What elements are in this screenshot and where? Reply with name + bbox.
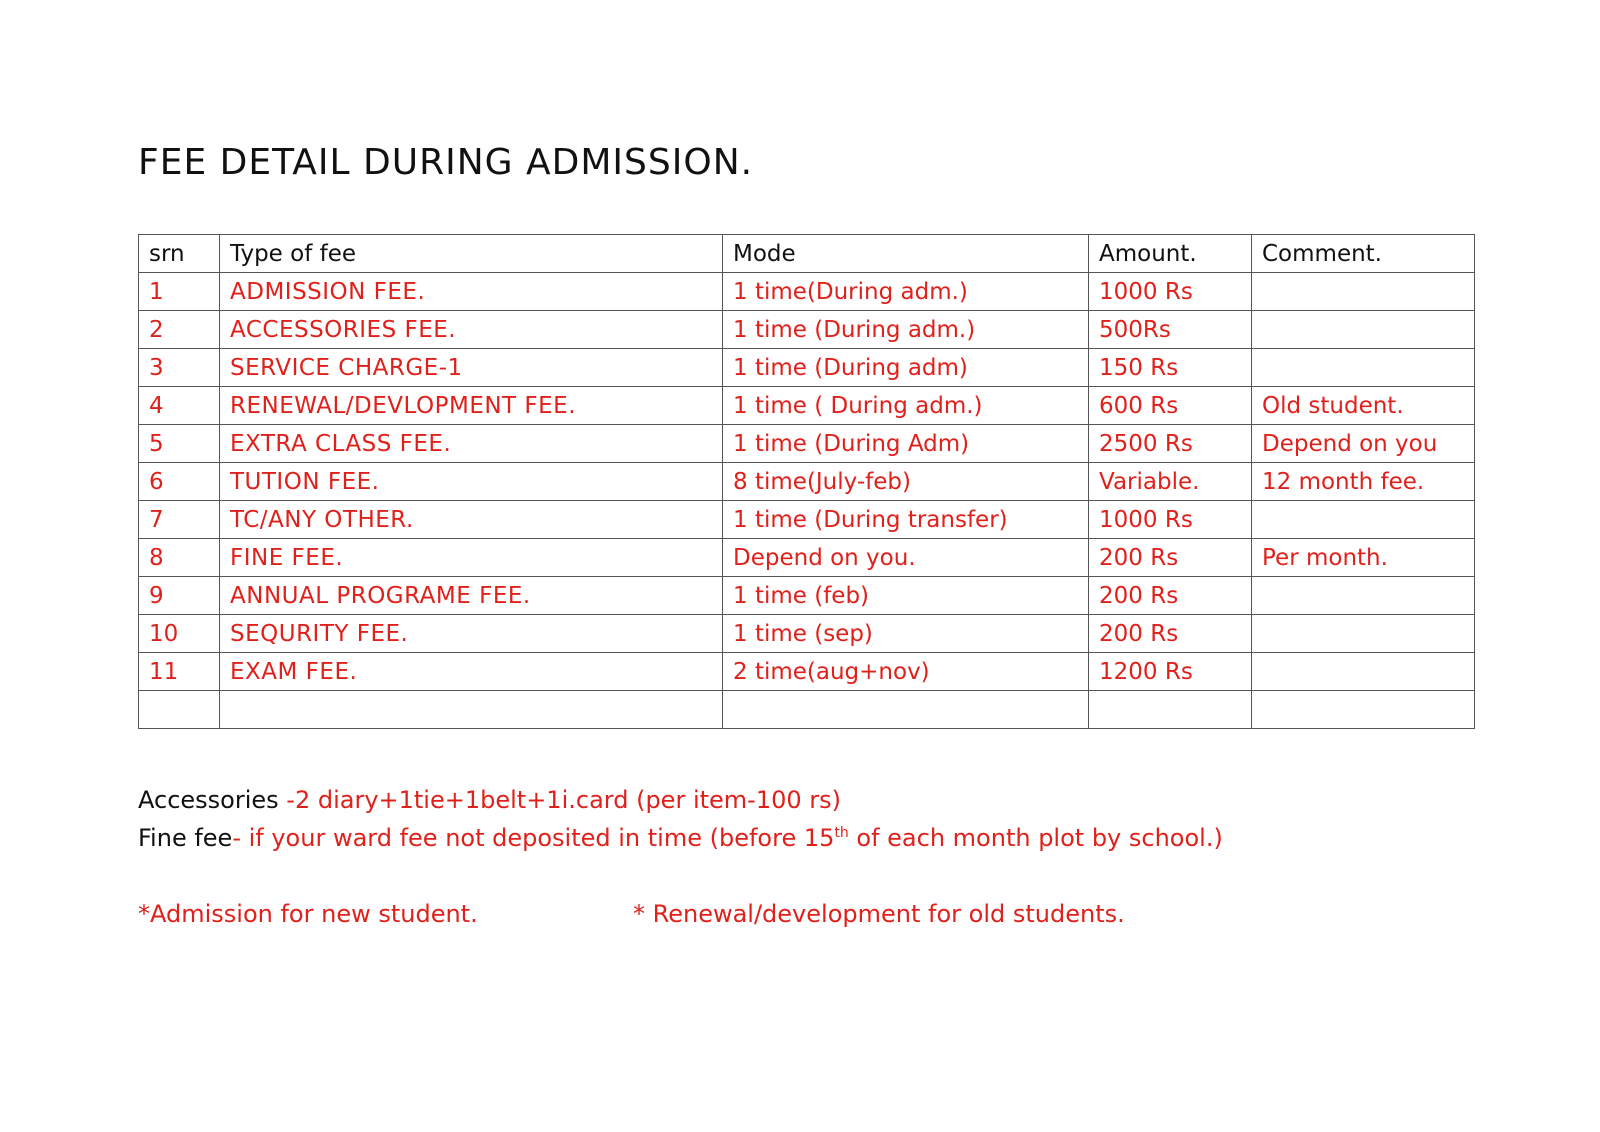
- accessories-note: [138, 786, 841, 814]
- table-row: [139, 349, 1475, 387]
- accessories-text: -2 diary+1tie+1belt+1i.card (per item-100 rs): [286, 786, 841, 814]
- cell-comment: [1252, 653, 1475, 691]
- cell-amount: 500Rs: [1089, 311, 1252, 349]
- cell-amount: 150 Rs: [1089, 349, 1252, 387]
- table-row: [139, 615, 1475, 653]
- cell-mode: 1 time (During transfer): [723, 501, 1089, 539]
- cell-comment: Depend on you: [1252, 425, 1475, 463]
- cell-amount: 600 Rs: [1089, 387, 1252, 425]
- cell-mode: [723, 691, 1089, 729]
- cell-srn: 2: [139, 311, 220, 349]
- cell-srn: 7: [139, 501, 220, 539]
- fine-fee-text-after: of each month plot by school.): [848, 824, 1223, 852]
- new-student-note: *Admission for new student.: [138, 900, 478, 928]
- cell-amount: [1089, 691, 1252, 729]
- cell-srn: 5: [139, 425, 220, 463]
- fee-table-body: [139, 273, 1475, 729]
- cell-srn: [139, 691, 220, 729]
- cell-amount: 1000 Rs: [1089, 273, 1252, 311]
- cell-srn: 11: [139, 653, 220, 691]
- cell-amount: 200 Rs: [1089, 539, 1252, 577]
- cell-srn: 4: [139, 387, 220, 425]
- cell-mode: 1 time (During adm.): [723, 311, 1089, 349]
- cell-comment: [1252, 501, 1475, 539]
- cell-type-of-fee: SEQURITY FEE.: [220, 615, 723, 653]
- table-row: [139, 539, 1475, 577]
- header-comment: Comment.: [1252, 235, 1475, 273]
- cell-mode: 1 time (During adm): [723, 349, 1089, 387]
- table-row: [139, 387, 1475, 425]
- table-row: [139, 273, 1475, 311]
- cell-mode: 1 time(During adm.): [723, 273, 1089, 311]
- cell-comment: [1252, 349, 1475, 387]
- cell-mode: 1 time (feb): [723, 577, 1089, 615]
- table-row: [139, 577, 1475, 615]
- cell-type-of-fee: EXAM FEE.: [220, 653, 723, 691]
- cell-comment: [1252, 691, 1475, 729]
- table-row: [139, 311, 1475, 349]
- fee-table: [138, 234, 1475, 729]
- cell-type-of-fee: RENEWAL/DEVLOPMENT FEE.: [220, 387, 723, 425]
- cell-comment: Per month.: [1252, 539, 1475, 577]
- cell-comment: [1252, 615, 1475, 653]
- cell-type-of-fee: TUTION FEE.: [220, 463, 723, 501]
- cell-srn: 8: [139, 539, 220, 577]
- cell-srn: 10: [139, 615, 220, 653]
- fine-fee-text-before: - if your ward fee not deposited in time (before 15: [232, 824, 835, 852]
- cell-mode: 2 time(aug+nov): [723, 653, 1089, 691]
- old-student-note: * Renewal/development for old students.: [633, 900, 1125, 928]
- table-row: [139, 463, 1475, 501]
- cell-srn: 9: [139, 577, 220, 615]
- cell-mode: Depend on you.: [723, 539, 1089, 577]
- table-header-row: [139, 235, 1475, 273]
- accessories-label: Accessories: [138, 786, 287, 814]
- cell-amount: 2500 Rs: [1089, 425, 1252, 463]
- cell-amount: 1000 Rs: [1089, 501, 1252, 539]
- table-row: [139, 691, 1475, 729]
- cell-comment: [1252, 273, 1475, 311]
- table-row: [139, 425, 1475, 463]
- cell-type-of-fee: ANNUAL PROGRAME FEE.: [220, 577, 723, 615]
- cell-amount: 1200 Rs: [1089, 653, 1252, 691]
- cell-srn: 6: [139, 463, 220, 501]
- cell-comment: [1252, 577, 1475, 615]
- cell-srn: 3: [139, 349, 220, 387]
- cell-srn: 1: [139, 273, 220, 311]
- table-row: [139, 653, 1475, 691]
- cell-type-of-fee: TC/ANY OTHER.: [220, 501, 723, 539]
- cell-type-of-fee: ACCESSORIES FEE.: [220, 311, 723, 349]
- fine-fee-sup: th: [834, 825, 849, 841]
- cell-type-of-fee: EXTRA CLASS FEE.: [220, 425, 723, 463]
- cell-comment: 12 month fee.: [1252, 463, 1475, 501]
- cell-comment: Old student.: [1252, 387, 1475, 425]
- cell-amount: 200 Rs: [1089, 577, 1252, 615]
- page-title: FEE DETAIL DURING ADMISSION.: [138, 142, 754, 183]
- cell-type-of-fee: SERVICE CHARGE-1: [220, 349, 723, 387]
- cell-type-of-fee: ADMISSION FEE.: [220, 273, 723, 311]
- fine-fee-text: [232, 824, 1223, 852]
- header-type-of-fee: Type of fee: [220, 235, 723, 273]
- cell-type-of-fee: FINE FEE.: [220, 539, 723, 577]
- header-amount: Amount.: [1089, 235, 1252, 273]
- cell-amount: 200 Rs: [1089, 615, 1252, 653]
- table-row: [139, 501, 1475, 539]
- cell-amount: Variable.: [1089, 463, 1252, 501]
- cell-mode: 1 time ( During adm.): [723, 387, 1089, 425]
- fine-fee-label: Fine fee: [138, 824, 233, 852]
- cell-mode: 1 time (During Adm): [723, 425, 1089, 463]
- header-mode: Mode: [723, 235, 1089, 273]
- cell-mode: 1 time (sep): [723, 615, 1089, 653]
- cell-type-of-fee: [220, 691, 723, 729]
- header-srn: srn: [139, 235, 220, 273]
- cell-mode: 8 time(July-feb): [723, 463, 1089, 501]
- cell-comment: [1252, 311, 1475, 349]
- fine-fee-note: [138, 824, 1223, 852]
